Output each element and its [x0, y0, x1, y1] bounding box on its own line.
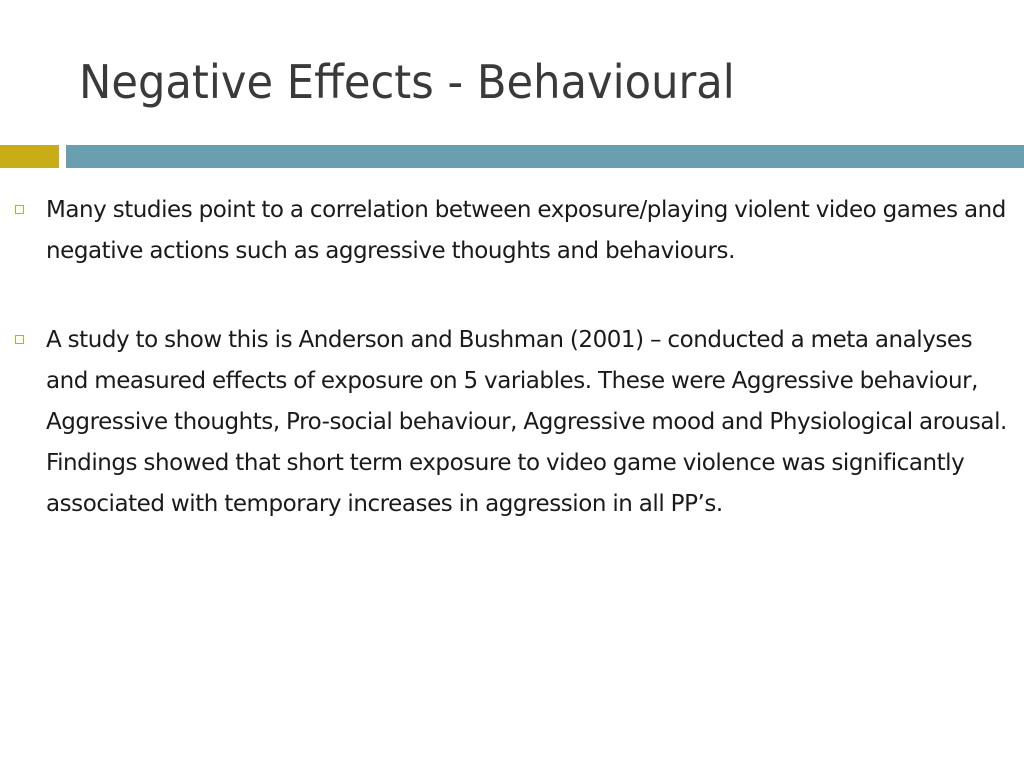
- title-divider-accent-teal: [66, 145, 1024, 168]
- slide-title: Negative Effects - Behavioural: [79, 55, 735, 109]
- hollow-square-bullet-icon: [15, 335, 24, 344]
- bullet-text: A study to show this is Anderson and Bushman (2001) – conducted a meta analyses and measured effects of exposure on 5 variables. These were Aggressive behaviour, Aggressive thoughts, Pro-social behaviour, Aggressive mood and Physiological arousal. Findings showed that short term exposure to video game violence was significantly associated with temporary increases in aggression in all PP’s.: [46, 327, 1007, 517]
- hollow-square-bullet-icon: [15, 205, 24, 214]
- bullet-text: Many studies point to a correlation between exposure/playing violent video games and negative actions such as aggressive thoughts and behaviours.: [46, 197, 1006, 264]
- title-divider-accent-gold: [0, 145, 59, 168]
- bullet-item: [46, 190, 1016, 272]
- bullet-item: [46, 320, 1016, 525]
- bullet-list: [46, 190, 1016, 573]
